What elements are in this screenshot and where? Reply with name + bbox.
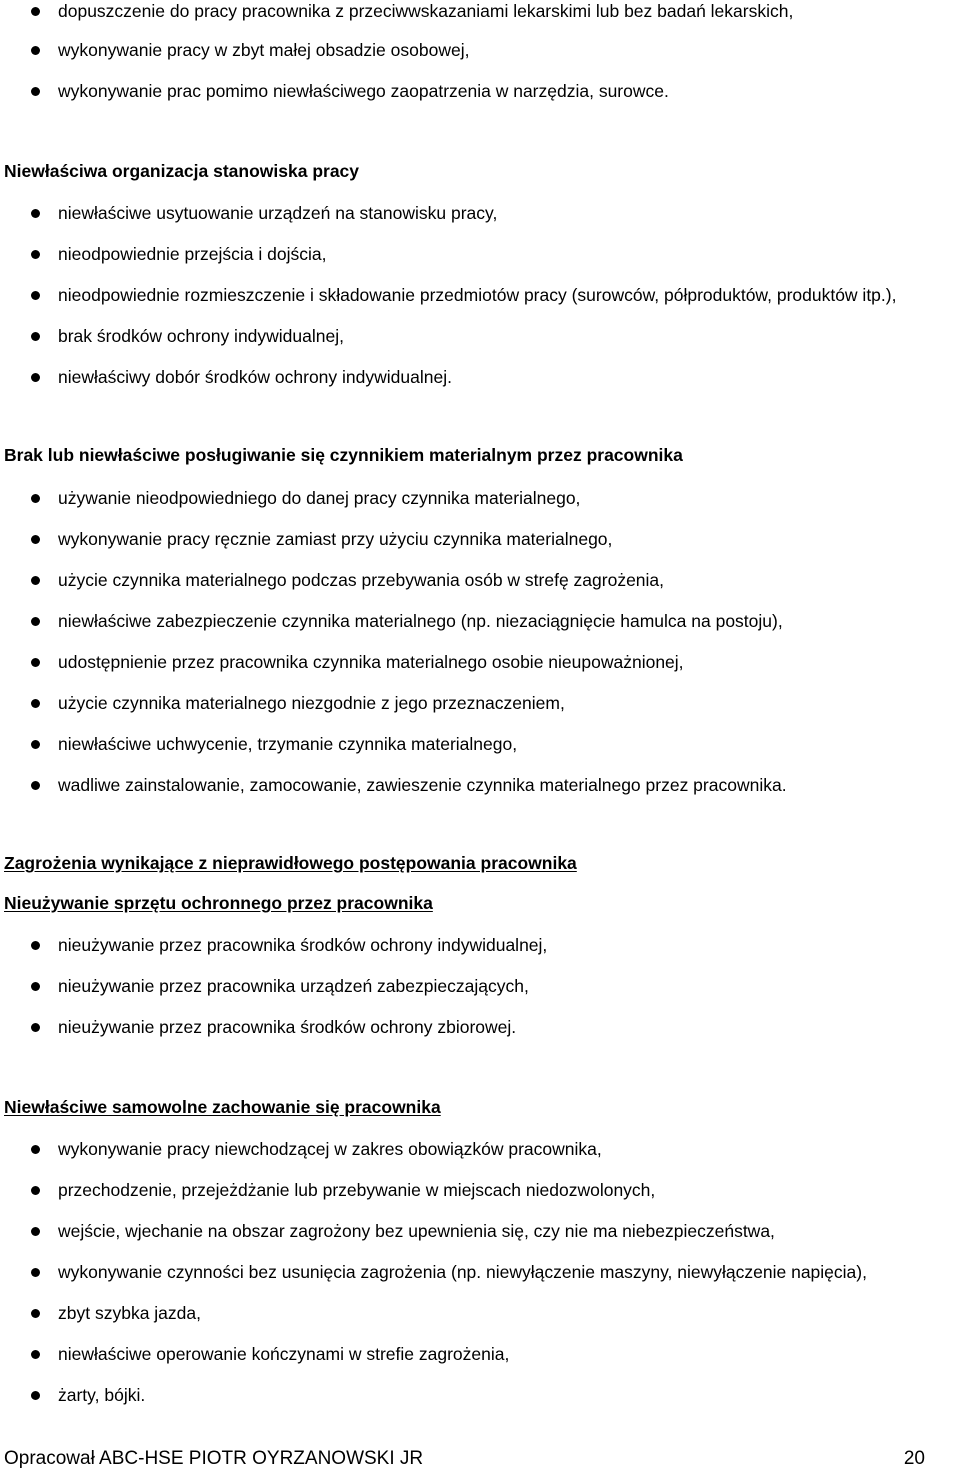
list-item: użycie czynnika materialnego podczas przebywania osób w strefę zagrożenia,: [58, 570, 665, 590]
list-item: wykonywanie prac pomimo niewłaściwego zaopatrzenia w narzędzia, surowce.: [58, 81, 669, 101]
bullet-icon: [31, 941, 40, 950]
list-item: wykonywanie pracy ręcznie zamiast przy użyciu czynnika materialnego,: [58, 529, 613, 549]
list-item: nieużywanie przez pracownika środków ochrony zbiorowej.: [58, 1017, 517, 1037]
bullet-icon: [31, 1227, 40, 1236]
bullet-icon: [31, 1023, 40, 1032]
section-heading: Niewłaściwa organizacja stanowiska pracy: [4, 161, 360, 181]
bullet-icon: [31, 982, 40, 991]
list-item: wykonywanie czynności bez usunięcia zagrożenia (np. niewyłączenie maszyny, niewyłączenie napięcia),: [58, 1262, 867, 1282]
list-item: nieużywanie przez pracownika urządzeń zabezpieczających,: [58, 976, 529, 996]
bullet-icon: [31, 209, 40, 218]
section-heading: Brak lub niewłaściwe posługiwanie się czynnikiem materialnym przez pracownika: [4, 445, 683, 465]
bullet-icon: [31, 576, 40, 585]
bullet-icon: [31, 1391, 40, 1400]
list-item: wykonywanie pracy w zbyt małej obsadzie osobowej,: [58, 40, 470, 60]
list-item: wejście, wjechanie na obszar zagrożony bez upewnienia się, czy nie ma niebezpieczeństwa,: [58, 1221, 775, 1241]
list-item: nieużywanie przez pracownika środków ochrony indywidualnej,: [58, 935, 548, 955]
list-item: żarty, bójki.: [58, 1385, 146, 1405]
list-item: niewłaściwy dobór środków ochrony indywidualnej.: [58, 367, 452, 387]
list-item: wykonywanie pracy niewchodzącej w zakres obowiązków pracownika,: [58, 1139, 602, 1159]
list-item: niewłaściwe zabezpieczenie czynnika materialnego (np. niezaciągnięcie hamulca na postoju),: [58, 611, 783, 631]
list-item: wadliwe zainstalowanie, zamocowanie, zawieszenie czynnika materialnego przez pracownika.: [58, 775, 787, 795]
bullet-icon: [31, 7, 40, 16]
list-item: nieodpowiednie rozmieszczenie i składowanie przedmiotów pracy (surowców, półproduktów, produktów itp.),: [58, 285, 897, 305]
bullet-icon: [31, 250, 40, 259]
bullet-icon: [31, 781, 40, 790]
bullet-icon: [31, 740, 40, 749]
list-item: dopuszczenie do pracy pracownika z przeciwwskazaniami lekarskimi lub bez badań lekarskich,: [58, 1, 794, 21]
bullet-icon: [31, 617, 40, 626]
list-item: użycie czynnika materialnego niezgodnie z jego przeznaczeniem,: [58, 693, 565, 713]
list-item: zbyt szybka jazda,: [58, 1303, 201, 1323]
bullet-icon: [31, 494, 40, 503]
bullet-icon: [31, 535, 40, 544]
list-item: przechodzenie, przejeżdżanie lub przebywanie w miejscach niedozwolonych,: [58, 1180, 656, 1200]
section-heading: Niewłaściwe samowolne zachowanie się pracownika: [4, 1097, 441, 1117]
bullet-icon: [31, 658, 40, 667]
bullet-icon: [31, 699, 40, 708]
bullet-icon: [31, 1309, 40, 1318]
footer-author: Opracował ABC-HSE PIOTR OYRZANOWSKI JR: [4, 1448, 424, 1469]
list-item: nieodpowiednie przejścia i dojścia,: [58, 244, 327, 264]
bullet-icon: [31, 332, 40, 341]
list-item: używanie nieodpowiedniego do danej pracy czynnika materialnego,: [58, 488, 581, 508]
section-subheading: Nieużywanie sprzętu ochronnego przez pracownika: [4, 893, 433, 913]
bullet-icon: [31, 46, 40, 55]
bullet-icon: [31, 1350, 40, 1359]
list-item: niewłaściwe uchwycenie, trzymanie czynnika materialnego,: [58, 734, 518, 754]
bullet-icon: [31, 1268, 40, 1277]
bullet-icon: [31, 373, 40, 382]
list-item: brak środków ochrony indywidualnej,: [58, 326, 344, 346]
bullet-icon: [31, 1145, 40, 1154]
bullet-icon: [31, 291, 40, 300]
bullet-icon: [31, 1186, 40, 1195]
list-item: udostępnienie przez pracownika czynnika materialnego osobie nieupoważnionej,: [58, 652, 684, 672]
section-heading: Zagrożenia wynikające z nieprawidłowego postępowania pracownika: [4, 853, 577, 873]
bullet-icon: [31, 87, 40, 96]
page-number: 20: [903, 1448, 925, 1469]
list-item: niewłaściwe usytuowanie urządzeń na stanowisku pracy,: [58, 203, 498, 223]
list-item: niewłaściwe operowanie kończynami w strefie zagrożenia,: [58, 1344, 510, 1364]
